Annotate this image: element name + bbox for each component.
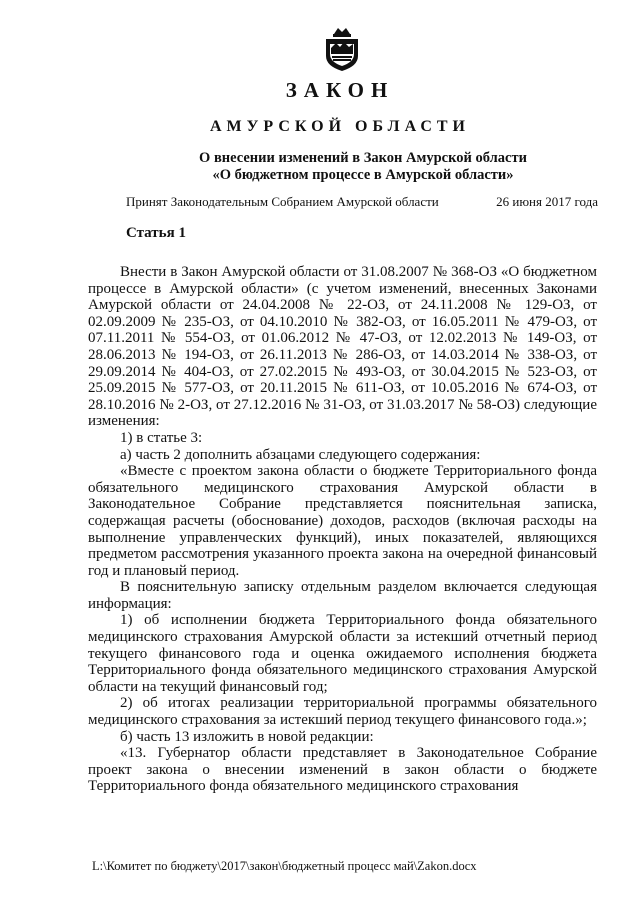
heading-line-1: О внесении изменений в Закон Амурской области [199, 150, 527, 166]
article-title: Статья 1 [126, 225, 186, 241]
paragraph: В пояснительную записку отдельным разделом включается следующая информация: [88, 579, 597, 612]
document-subtitle: АМУРСКОЙ ОБЛАСТИ [210, 118, 470, 135]
paragraph: «13. Губернатор области представляет в Законодательное Собрание проект закона о внесении изменений в закон области о бюджете Территориального фонда обязательного медицинского страхования [88, 745, 597, 795]
document-body [88, 264, 597, 795]
paragraph: а) часть 2 дополнить абзацами следующего содержания: [120, 446, 481, 463]
document-title: ЗАКОН [285, 78, 395, 102]
coat-of-arms-icon [322, 24, 362, 72]
adoption-line [126, 194, 598, 210]
paragraph: «Вместе с проектом закона области о бюджете Территориального фонда обязательного медицинского страхования Амурской области в Законодательное Собрание представляется пояснительная записка, содержащая расчеты (обоснование) доходов, расходов (включая расходы на выполнение управленческих функций), иных показателей, являющихся предметом рассмотрения указанного проекта закона на очередной финансовый год и плановый период. [88, 463, 597, 579]
paragraph: 1) об исполнении бюджета Территориального фонда обязательного медицинского страхования Амурской области за истекший отчетный период текущего финансового года и оценка ожидаемого исполнения бюджета Территориального фонда обязательного медицинского страхования Амурской области на текущий финансовый год; [88, 612, 597, 695]
law-heading [168, 150, 558, 184]
adopted-date: 26 июня 2017 года [496, 194, 598, 209]
heading-line-2: «О бюджетном процессе в Амурской области» [212, 167, 514, 183]
paragraph: 2) об итогах реализации территориальной программы обязательного медицинского страхования за истекший период текущего финансового года.»; [88, 695, 597, 729]
adopted-by: Принят Законодательным Собранием Амурской области [126, 194, 439, 209]
footer-file-path: L:\Комитет по бюджету\2017\закон\бюджетный процесс май\Zakon.docx [92, 859, 477, 873]
paragraph: б) часть 13 изложить в новой редакции: [120, 728, 374, 745]
paragraph: Внести в Закон Амурской области от 31.08.2007 № 368-ОЗ «О бюджетном процессе в Амурской области» (с учетом изменений, внесенных Законами Амурской области от 24.04.2008 № 22-ОЗ, от 24.11.2008 № 129-ОЗ, от 02.09.2009 № 235-ОЗ, от 04.10.2010 № 382-ОЗ, от 16.05.2011 № 479-ОЗ, от 07.11.2011 № 554-ОЗ, от 01.06.2012 № 47-ОЗ, от 12.02.2013 № 149-ОЗ, от 28.06.2013 № 194-ОЗ, от 26.11.2013 № 286-ОЗ, от 14.03.2014 № 338-ОЗ, от 29.09.2014 № 404-ОЗ, от 27.02.2015 № 493-ОЗ, от 30.04.2015 № 523-ОЗ, от 25.09.2015 № 577-ОЗ, от 20.11.2015 № 611-ОЗ, от 10.05.2016 № 674-ОЗ, от 28.10.2016 № 2-ОЗ, от 27.12.2016 № 31-ОЗ, от 31.03.2017 № 58-ОЗ) следующие изменения: [88, 264, 597, 430]
paragraph: 1) в статье 3: [120, 429, 203, 446]
